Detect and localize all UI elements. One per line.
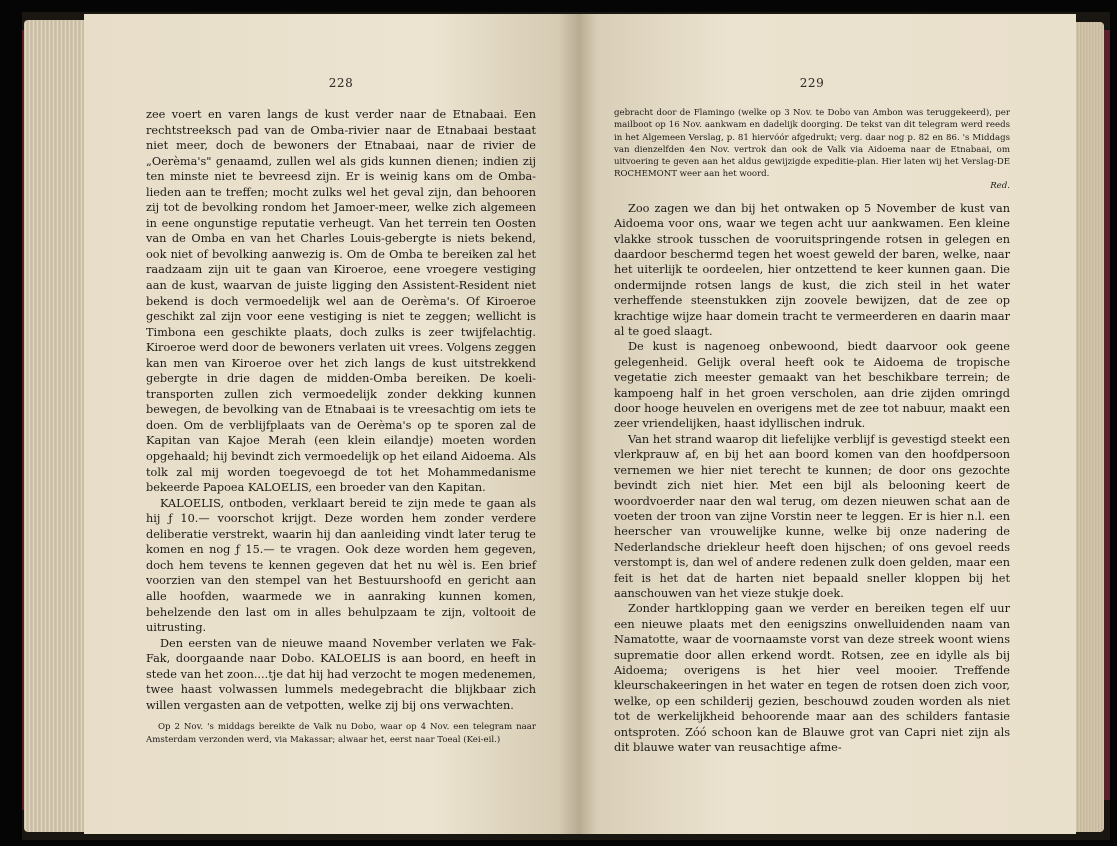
right-page-body	[614, 201, 1010, 756]
paragraph: Zoo zagen we dan bij het ontwaken op 5 November de kust van Aidoema voor ons, waar we tegen acht uur aankwamen. Een kleine vlakke strook tusschen de vooruitspringende rotsen in gelegen en daardoor beschermd tegen het woest geweld der baren, welke, naar het uiterlijk te oordeelen, hier ontzettend te keer kunnen gaan. Die ondermijnde rotsen langs de kust, die zich steil in het water verheffende steenstukken zijn zoovele bewijzen, dat de zee op krachtige wijze haar domein tracht te vermeerderen en daarin maar al te goed slaagt.	[614, 201, 1010, 339]
editor-note: gebracht door de Flamingo (welke op 3 Nov. te Dobo van Ambon was teruggekeerd), per mailboot op 16 Nov. aankwam en dadelijk doorging. De tekst van dit telegram werd reeds in het Algemeen Verslag, p. 81 hiervóór afgedrukt; verg. daar nog p. 82 en 86. 's Middags van dienzelfden 4en Nov. vertrok dan ook de Valk via Aidoema naar de Etnabaai, om uitvoering te geven aan het aldus gewijzigde expeditie-plan. Hier laten wij het Verslag-DE ROCHEMONT weer aan het woord.	[614, 108, 1010, 180]
paragraph: KALOELIS, ontboden, verklaart bereid te zijn mede te gaan als hij ƒ 10.— voorschot krijgt. Deze worden hem zonder verdere deliberatie verstrekt, waarin hij dan aanleiding vindt later terug te komen en nog ƒ 15.— te vragen. Ook deze worden hem gegeven, doch hem tevens te kennen gegeven dat het nu wèl is. Een brief voorzien van den stempel van het Bestuurshoofd en gericht aan alle hoofden, waarmede we in aanraking kunnen komen, behelzende den last om in alles behulpzaam te zijn, voltooit de uitrusting.	[146, 496, 536, 635]
page-stack-left	[24, 20, 86, 832]
left-page-body	[146, 107, 536, 713]
page-number: 229	[799, 76, 825, 90]
paragraph: Zonder hartklopping gaan we verder en bereiken tegen elf uur een nieuwe plaats met den eenigszins onwelluidenden naam van Namatotte, waar de voornaamste vorst van deze streek woont wiens suprematie door allen erkend wordt. Rotsen, zee en idylle als bij Aidoema; overigens is het hier veel mooier. Treffende kleurschakeeringen in het water en tegen de rotsen doen zich voor, welke, op een schilderij gezien, beschouwd zouden worden als niet tot de werkelijkheid behoorende maar aan des schilders fantasie ontsproten. Zóó schoon kan de Blauwe grot van Capri niet zijn als dit blauwe water van reusachtige afme-	[614, 602, 1010, 754]
paragraph: Den eersten van de nieuwe maand November verlaten we Fak-Fak, doorgaande naar Dobo. KALOELIS is aan boord, en heeft in stede van het zoon....tje dat hij had verzocht te mogen medenemen, twee haast volwassen lummels medegebracht die blijkbaar zich willen vergasten aan de vetpotten, welke zij bij ons verwachten.	[146, 636, 536, 712]
page-number: 228	[328, 76, 354, 90]
paragraph: zee voert en varen langs de kust verder naar de Etnabaai. Een rechtstreeksch pad van de Omba-rivier naar de Etnabaai bestaat niet meer, doch de bewoners der Etnabaai, naar de rivier de „Oerèma's" genaamd, zullen wel als gids kunnen dienen; indien zij ten minste niet te bevreesd zijn. Er is weinig kans om de Omba-lieden aan te treffen; mocht zulks wel het geval zijn, dan behooren zij tot de bevolking rondom het Jamoer-meer, welke zich algemeen in eene ongunstige reputatie verheugt. Van het terrein ten Oosten van de Omba en van het Charles Louis-gebergte is niets bekend, ook niet of bevolking aanwezig is. Om de Omba te bereiken zal het raadzaam zijn uit te gaan van Kiroeroe, eene vroegere vestiging aan de kust, waarvan de juiste ligging den Assistent-Resident niet bekend is doch vermoedelijk wel aan de Oerèma's. Of Kiroeroe geschikt zal zijn voor eene vestiging is niet te zeggen; wellicht is Timbona een geschikte plaats, doch zulks is zeer twijfelachtig. Kiroeroe werd door de bewoners verlaten uit vrees. Volgens zeggen kan men van Kiroeroe over het zich langs de kust uitstrekkend gebergte in drie dagen de midden-Omba bereiken. De koeli-transporten zullen zich vermoedelijk zonder dekking kunnen bewegen, de bevolking van de Etnabaai is te vreesachtig om iets te doen. Om de verblijfplaats van de Oerèma's op te sporen zal de Kapitan van Kajoe Merah (een klein eilandje) moeten worden opgehaald; hij bevindt zich vermoedelijk op het eiland Aidoema. Als tolk zal mij worden toegevoegd de tot het Mohammedanisme bekeerde Papoea KALOELIS, een broeder van den Kapitan.	[146, 108, 536, 495]
right-page	[578, 14, 1076, 834]
paragraph: Van het strand waarop dit liefelijke verblijf is gevestigd steekt een vlerkprauw af, en bij het aan boord komen van den hoofdpersoon vernemen we hier niet terecht te kunnen; de door ons gezochte bevindt zich niet hier. Met een bijl als belooning keert de woordvoerder naar den wal terug, om dezen nieuwen schat aan de voeten der troon van zijne Vorstin neer te leggen. Er is hier n.l. een heerscher van vrouwelijke kunne, welke bij onze nadering de Nederlandsche driekleur heeft doen hijschen; of ons gevoel reeds verstompt is, dan wel of andere redenen zulk doen gelden, maar een feit is het dat de harten niet bepaald sneller kloppen bij het aanschouwen van het vieze stukje doek.	[614, 432, 1010, 600]
left-page	[84, 14, 578, 834]
paragraph: De kust is nagenoeg onbewoond, biedt daarvoor ook geene gelegenheid. Gelijk overal heeft ook te Aidoema de tropische vegetatie zich meester gemaakt van het beschikbare terrein; de kampoeng half in het groen verscholen, aan drie zijden omringd door hooge heuvelen en overigens met de zee tot nabuur, maakt een zeer vriendelijken, haast idyllischen indruk.	[614, 340, 1010, 431]
editor-signoff: Red.	[990, 180, 1010, 191]
footnote: Op 2 Nov. 's middags bereikte de Valk nu Dobo, waar op 4 Nov. een telegram naar Amsterdam verzonden werd, via Makassar; alwaar het, eerst naar Toeal (Kei-eil.)	[146, 722, 536, 745]
page-stack-right	[1074, 22, 1104, 832]
